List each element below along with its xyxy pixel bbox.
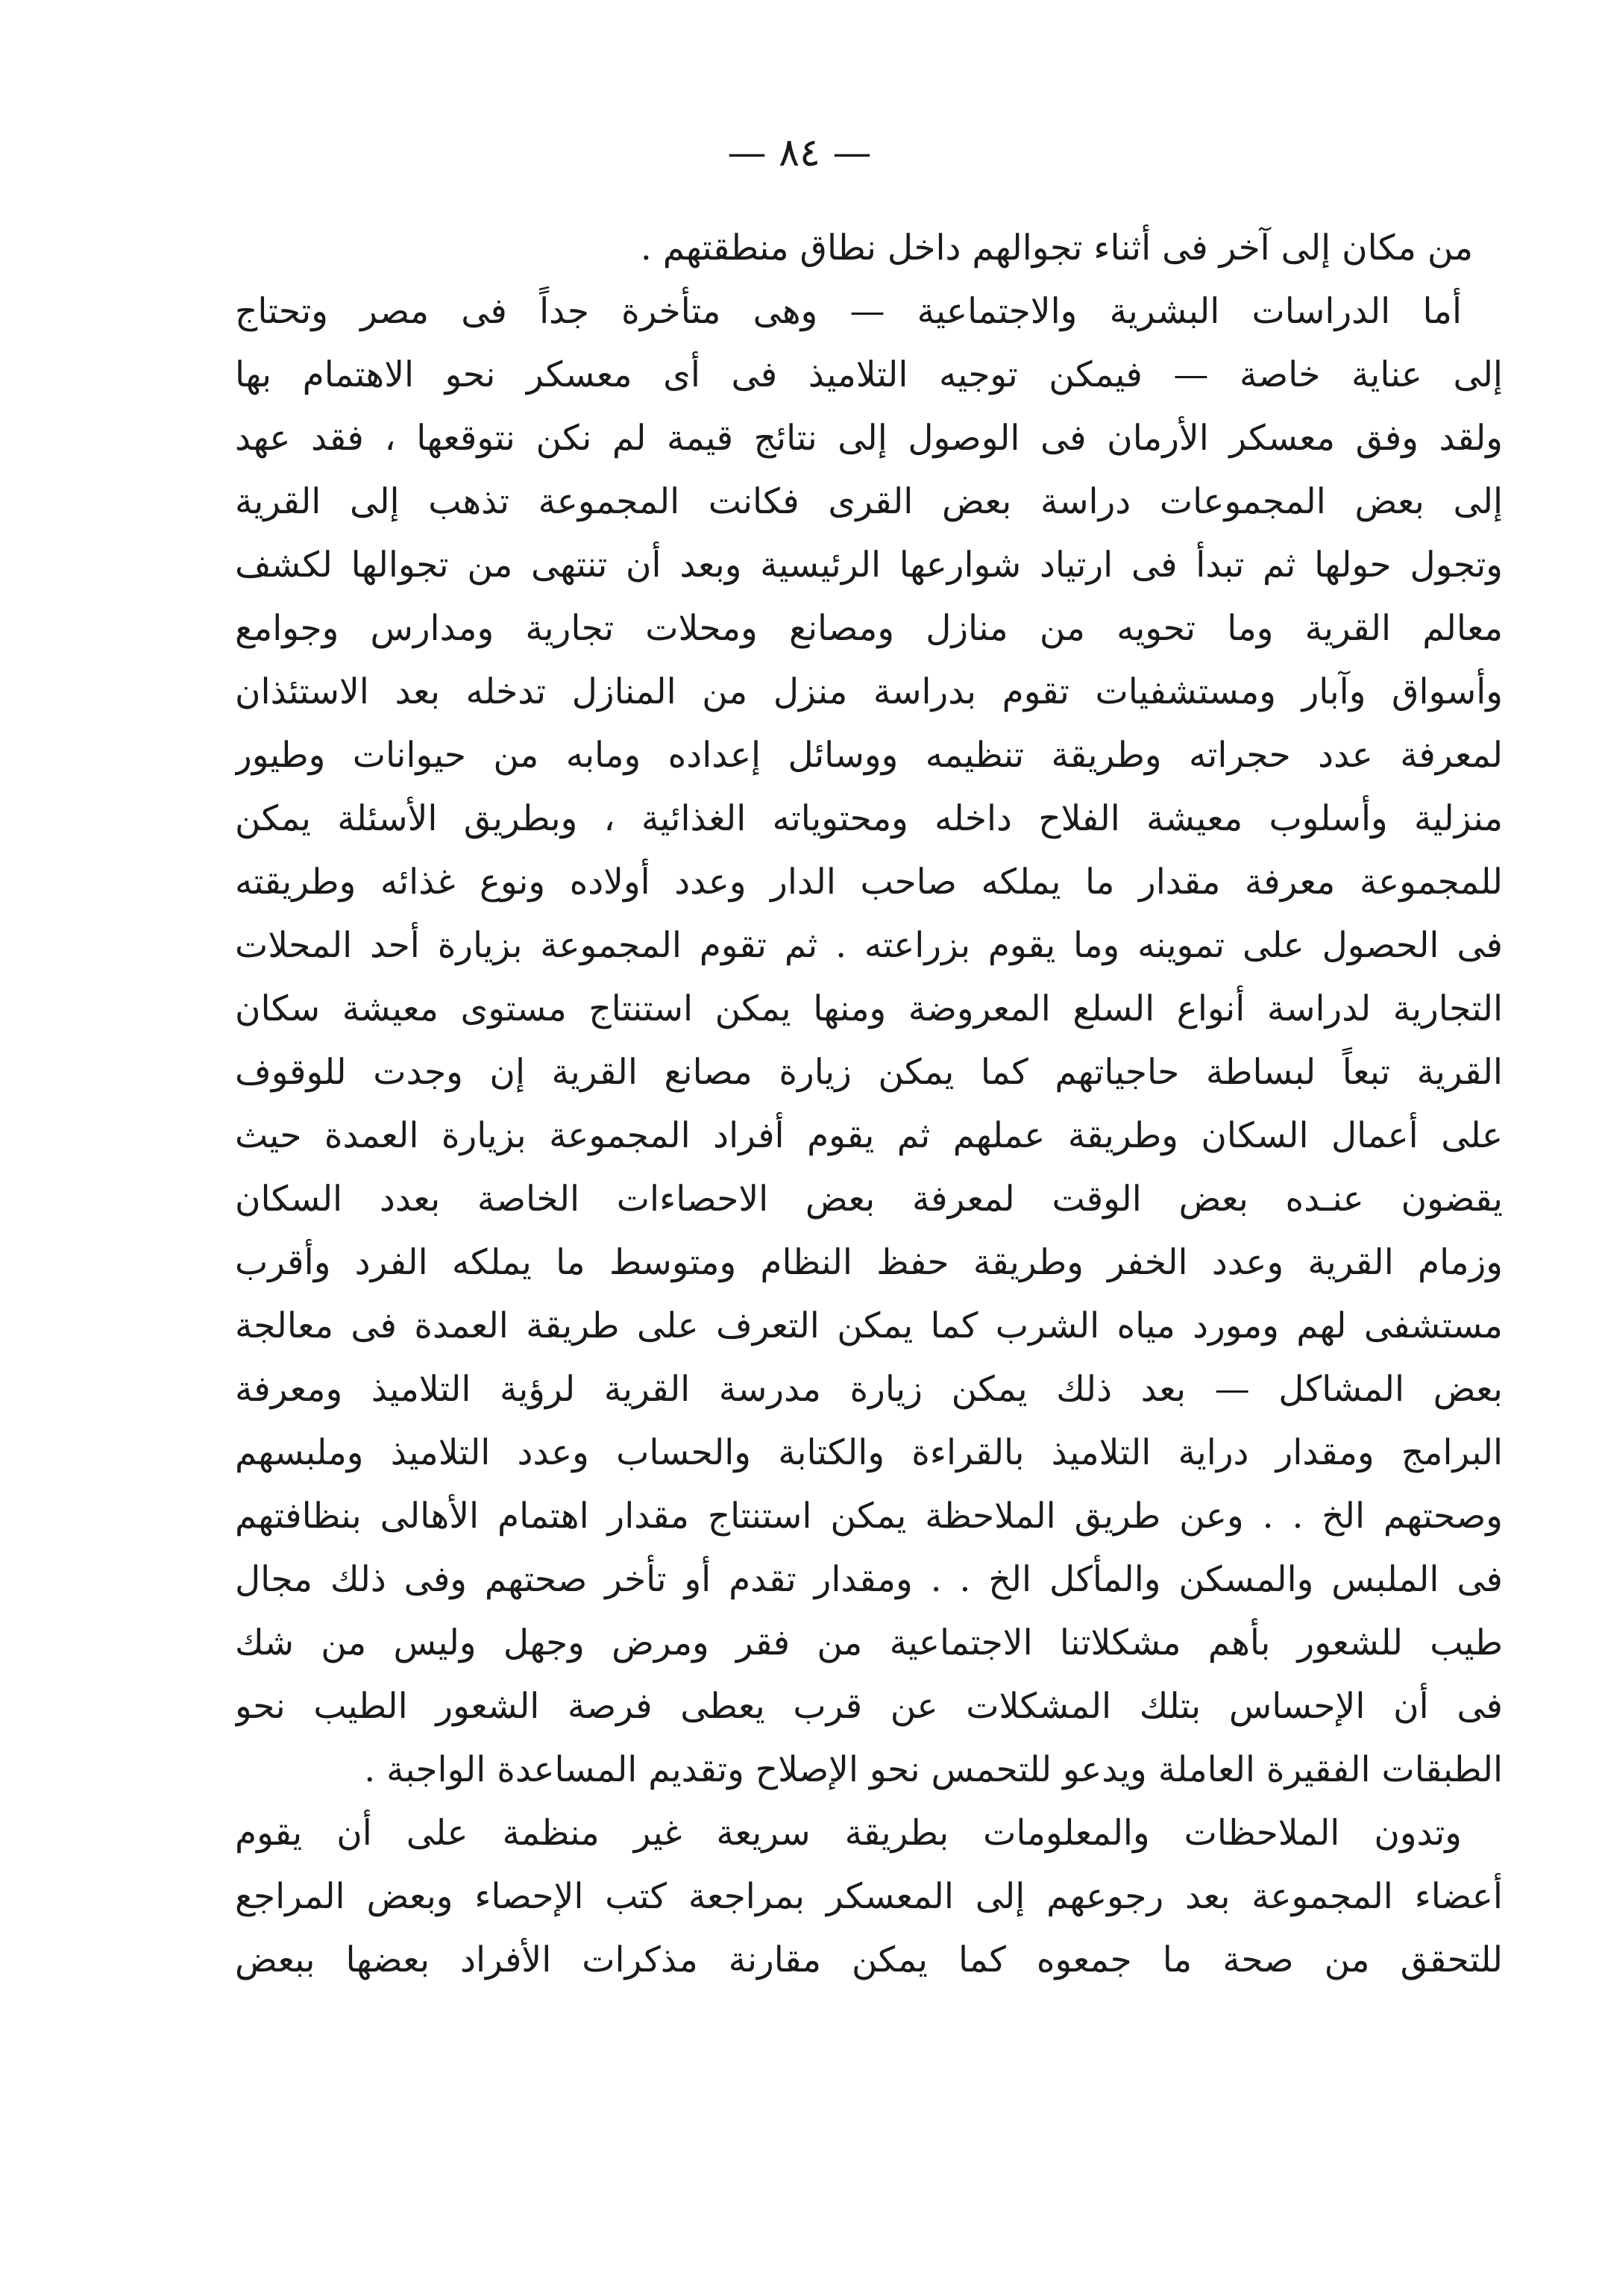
text-line: وزمام القرية وعدد الخفر وطريقة حفظ النظام ومتوسط ما يملكه الفرد وأقرب <box>235 1242 1503 1283</box>
text-line: منزلية وأسلوب معيشة الفلاح داخله ومحتوياته الغذائية ، وبطريق الأسئلة يمكن <box>235 798 1503 839</box>
text-line: إلى عناية خاصة — فيمكن توجيه التلاميذ فى أى معسكر نحو الاهتمام بها <box>235 354 1503 395</box>
text-line: وتدون الملاحظات والمعلومات بطريقة سريعة غير منظمة على أن يقوم <box>235 1813 1462 1854</box>
text-line: فى الحصول على تموينه وما يقوم بزراعته . ثم تقوم المجموعة بزيارة أحد المحلات <box>235 925 1503 966</box>
text-line: مستشفى لهم ومورد مياه الشرب كما يمكن التعرف على طريقة العمدة فى معالجة <box>235 1305 1503 1346</box>
text-line: وتجول حولها ثم تبدأ فى ارتياد شوارعها الرئيسية وبعد أن تنتهى من تجوالها لكشف <box>235 545 1503 586</box>
body-text <box>235 216 1503 1992</box>
text-line: ولقد وفق معسكر الأرمان فى الوصول إلى نتائج قيمة لم نكن نتوقعها ، فقد عهد <box>235 418 1503 459</box>
text-line: البرامج ومقدار دراية التلاميذ بالقراءة والكتابة والحساب وعدد التلاميذ وملبسهم <box>235 1432 1503 1473</box>
text-line: أعضاء المجموعة بعد رجوعهم إلى المعسكر بمراجعة كتب الإحصاء وبعض المراجع <box>235 1876 1503 1917</box>
text-line: بعض المشاكل — بعد ذلك يمكن زيارة مدرسة القرية لرؤية التلاميذ ومعرفة <box>235 1369 1503 1410</box>
text-line: طيب للشعور بأهم مشكلاتنا الاجتماعية من فقر ومرض وجهل وليس من شك <box>235 1622 1503 1663</box>
text-line: معالم القرية وما تحويه من منازل ومصانع ومحلات تجارية ومدارس وجوامع <box>235 608 1503 649</box>
text-line: التجارية لدراسة أنواع السلع المعروضة ومنها يمكن استنتاج مستوى معيشة سكان <box>235 988 1503 1029</box>
text-line: وصحتهم الخ . . وعن طريق الملاحظة يمكن استنتاج مقدار اهتمام الأهالى بنظافتهم <box>235 1496 1503 1537</box>
text-line: القرية تبعاً لبساطة حاجياتهم كما يمكن زيارة مصانع القرية إن وجدت للوقوف <box>235 1052 1503 1093</box>
text-line: فى أن الإحساس بتلك المشكلات عن قرب يعطى فرصة الشعور الطيب نحو <box>235 1686 1503 1727</box>
page-number: — ٨٤ — <box>727 131 872 175</box>
text-line: على أعمال السكان وطريقة عملهم ثم يقوم أفراد المجموعة بزيارة العمدة حيث <box>235 1115 1503 1156</box>
text-line: لمعرفة عدد حجراته وطريقة تنظيمه ووسائل إعداده ومابه من حيوانات وطيور <box>235 735 1503 776</box>
text-line: للمجموعة معرفة مقدار ما يملكه صاحب الدار وعدد أولاده ونوع غذائه وطريقته <box>235 862 1503 903</box>
text-line: وأسواق وآبار ومستشفيات تقوم بدراسة منزل من المنازل تدخله بعد الاستئذان <box>235 671 1503 712</box>
text-line: إلى بعض المجموعات دراسة بعض القرى فكانت المجموعة تذهب إلى القرية <box>235 481 1503 522</box>
text-line: يقضون عنـده بعض الوقت لمعرفة بعض الاحصاءات الخاصة بعدد السكان <box>235 1179 1503 1220</box>
text-line: للتحقق من صحة ما جمعوه كما يمكن مقارنة مذكرات الأفراد بعضها ببعض <box>235 1939 1503 1980</box>
text-line: من مكان إلى آخر فى أثناء تجوالهم داخل نطاق منطقتهم . <box>640 228 1473 269</box>
text-line: فى الملبس والمسكن والمأكل الخ . . ومقدار تقدم أو تأخر صحتهم وفى ذلك مجال <box>235 1559 1503 1600</box>
text-line: الطبقات الفقيرة العاملة ويدعو للتحمس نحو الإصلاح وتقديم المساعدة الواجبة . <box>364 1749 1503 1790</box>
text-line: أما الدراسات البشرية والاجتماعية — وهى متأخرة جداً فى مصر وتحتاج <box>235 291 1462 332</box>
